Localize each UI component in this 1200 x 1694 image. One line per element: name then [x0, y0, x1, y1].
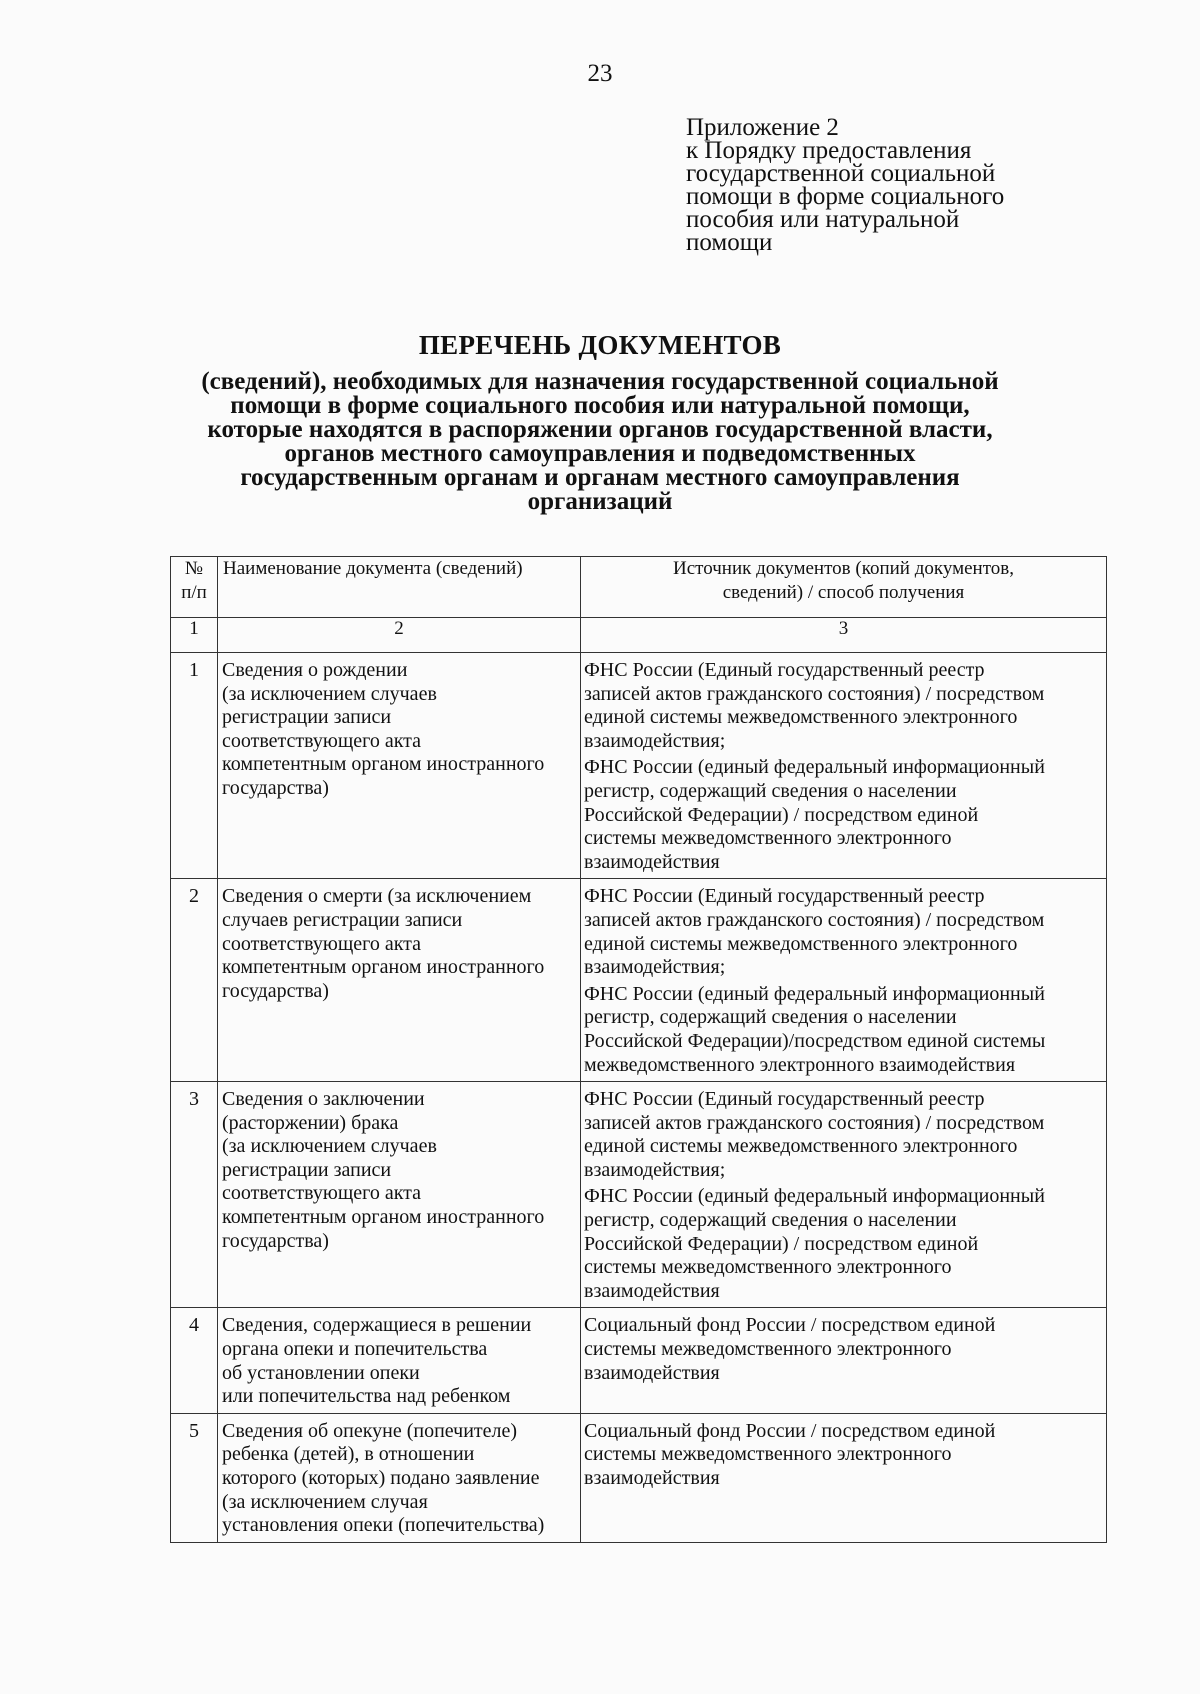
document-name-line: Сведения о рождении	[222, 659, 408, 681]
appendix-line: к Порядку предоставления	[686, 137, 972, 164]
subtitle-line: помощи в форме социального пособия или натуральной помощи,	[230, 392, 970, 419]
document-name-line: ребенка (детей), в отношении	[222, 1443, 475, 1466]
column-number: 3	[581, 618, 1107, 653]
source-paragraph	[584, 1420, 1104, 1491]
documents-table	[170, 556, 1107, 1543]
document-name-line: компетентным органом иностранного	[222, 956, 545, 979]
source-line: межведомственного электронного взаимодействия	[584, 1053, 1016, 1076]
header-source	[581, 557, 1107, 618]
source-line: Социальный фонд России / посредством единой	[584, 1419, 996, 1442]
document-name-line: государства)	[222, 979, 329, 1002]
source-line: взаимодействия	[584, 850, 720, 873]
source-line: регистр, содержащий сведения о населении	[584, 1209, 957, 1232]
source-line: Российской Федерации) / посредством единой	[584, 803, 979, 826]
document-name-line: Сведения о смерти (за исключением	[222, 885, 532, 908]
document-name-line: Сведения о заключении	[222, 1088, 425, 1111]
document-name-line: (расторжении) брака	[222, 1111, 399, 1134]
source-line: регистр, содержащий сведения о населении	[584, 779, 957, 802]
document-title: ПЕРЕЧЕНЬ ДОКУМЕНТОВ	[418, 330, 782, 360]
table-row	[171, 1413, 1107, 1542]
document-name-line: соответствующего акта	[222, 729, 422, 752]
column-numbers-row	[171, 618, 1107, 653]
document-name-cell	[218, 653, 581, 879]
table-row	[171, 1082, 1107, 1308]
row-number: 2	[171, 879, 218, 1082]
source-paragraph	[584, 983, 1104, 1077]
row-number: 4	[171, 1308, 218, 1413]
source-cell	[581, 653, 1107, 879]
subtitle-line: государственным органам и органам местного самоуправления	[240, 464, 960, 491]
document-name-cell	[218, 1413, 581, 1542]
document-subtitle	[0, 370, 1200, 514]
appendix-line: государственной социальной	[686, 160, 996, 187]
source-line: Российской Федерации)/посредством единой системы	[584, 1029, 1046, 1052]
source-line: единой системы межведомственного электронного	[584, 932, 1018, 955]
subtitle-line: которые находятся в распоряжении органов государственной власти,	[207, 416, 993, 443]
source-line: системы межведомственного электронного	[584, 1338, 952, 1361]
document-name-line: (за исключением случаев	[222, 1135, 437, 1158]
source-line: регистр, содержащий сведения о населении	[584, 1006, 957, 1029]
source-line: записей актов гражданского состояния) / посредством	[584, 1111, 1045, 1134]
document-name-cell	[218, 1082, 581, 1308]
document-name-line: случаев регистрации записи	[222, 908, 463, 931]
document-name-line: (за исключением случаев	[222, 682, 437, 705]
source-paragraph	[584, 1088, 1104, 1182]
source-line: ФНС России (Единый государственный реестр	[584, 659, 985, 681]
source-line: записей актов гражданского состояния) / посредством	[584, 682, 1045, 705]
source-paragraph	[584, 659, 1104, 753]
header-num	[171, 557, 218, 618]
document-name-line: государства)	[222, 776, 329, 799]
source-line: взаимодействия;	[584, 956, 726, 979]
row-number: 1	[171, 653, 218, 879]
source-line: ФНС России (Единый государственный реестр	[584, 1088, 985, 1111]
row-number: 3	[171, 1082, 218, 1308]
document-name-line: (за исключением случая	[222, 1490, 428, 1513]
document-name-line: органа опеки и попечительства	[222, 1338, 488, 1361]
appendix-line: пособия или натуральной	[686, 206, 960, 233]
header-num-line: п/п	[181, 582, 207, 603]
source-paragraph	[584, 1314, 1104, 1385]
appendix-line: помощи в форме социального	[686, 183, 1005, 210]
source-line: ФНС России (Единый государственный реестр	[584, 885, 985, 908]
source-line: системы межведомственного электронного	[584, 1256, 952, 1279]
source-cell	[581, 1413, 1107, 1542]
document-name-line: Сведения об опекуне (попечителе)	[222, 1419, 518, 1442]
source-paragraph	[584, 1185, 1104, 1303]
source-line: ФНС России (единый федеральный информационный	[584, 982, 1045, 1005]
document-name-line: об установлении опеки	[222, 1361, 420, 1384]
document-name-line: регистрации записи	[222, 706, 392, 729]
document-name-line: Сведения, содержащиеся в решении	[222, 1314, 532, 1337]
column-number: 2	[218, 618, 581, 653]
document-name-line: компетентным органом иностранного	[222, 753, 545, 776]
source-line: единой системы межведомственного электронного	[584, 1135, 1018, 1158]
source-cell	[581, 879, 1107, 1082]
source-line: системы межведомственного электронного	[584, 827, 952, 850]
row-number: 5	[171, 1413, 218, 1542]
source-paragraph	[584, 885, 1104, 979]
subtitle-line: организаций	[527, 488, 673, 515]
subtitle-line: органов местного самоуправления и подведомственных	[284, 440, 916, 467]
source-line: взаимодействия	[584, 1361, 720, 1384]
source-line: Социальный фонд России / посредством единой	[584, 1314, 996, 1337]
source-line: Российской Федерации) / посредством единой	[584, 1232, 979, 1255]
document-name-line: или попечительства над ребенком	[222, 1385, 511, 1408]
source-line: взаимодействия;	[584, 729, 726, 752]
appendix-line: помощи	[686, 229, 773, 256]
document-name-cell	[218, 879, 581, 1082]
source-line: записей актов гражданского состояния) / посредством	[584, 908, 1045, 931]
source-paragraph	[584, 756, 1104, 874]
document-name-line: государства)	[222, 1229, 329, 1252]
document-name-line: которого (которых) подано заявление	[222, 1467, 540, 1489]
document-name-line: компетентным органом иностранного	[222, 1206, 545, 1229]
table-header-row	[171, 557, 1107, 618]
header-document-name: Наименование документа (сведений)	[218, 557, 581, 618]
source-line: единой системы межведомственного электронного	[584, 706, 1018, 729]
document-name-line: соответствующего акта	[222, 1182, 422, 1205]
page-number: 23	[587, 60, 613, 87]
document-name-line: соответствующего акта	[222, 932, 422, 955]
appendix-line: Приложение 2	[686, 114, 839, 141]
source-line: ФНС России (единый федеральный информационный	[584, 1185, 1045, 1208]
source-line: взаимодействия;	[584, 1158, 726, 1181]
subtitle-line: (сведений), необходимых для назначения государственной социальной	[201, 368, 999, 395]
source-cell	[581, 1308, 1107, 1413]
source-line: ФНС России (единый федеральный информационный	[584, 756, 1045, 779]
appendix-block	[686, 116, 1106, 254]
table-row	[171, 1308, 1107, 1413]
source-line: системы межведомственного электронного	[584, 1443, 952, 1466]
table-row	[171, 653, 1107, 879]
document-name-line: установления опеки (попечительства)	[222, 1514, 545, 1537]
source-line: взаимодействия	[584, 1467, 720, 1489]
header-source-line: Источник документов (копий документов,	[673, 558, 1014, 579]
header-source-line: сведений) / способ получения	[722, 582, 965, 603]
header-num-line: №	[184, 558, 204, 579]
source-cell	[581, 1082, 1107, 1308]
source-line: взаимодействия	[584, 1279, 720, 1302]
column-number: 1	[171, 618, 218, 653]
document-name-line: регистрации записи	[222, 1158, 392, 1181]
document-name-cell	[218, 1308, 581, 1413]
table-row	[171, 879, 1107, 1082]
